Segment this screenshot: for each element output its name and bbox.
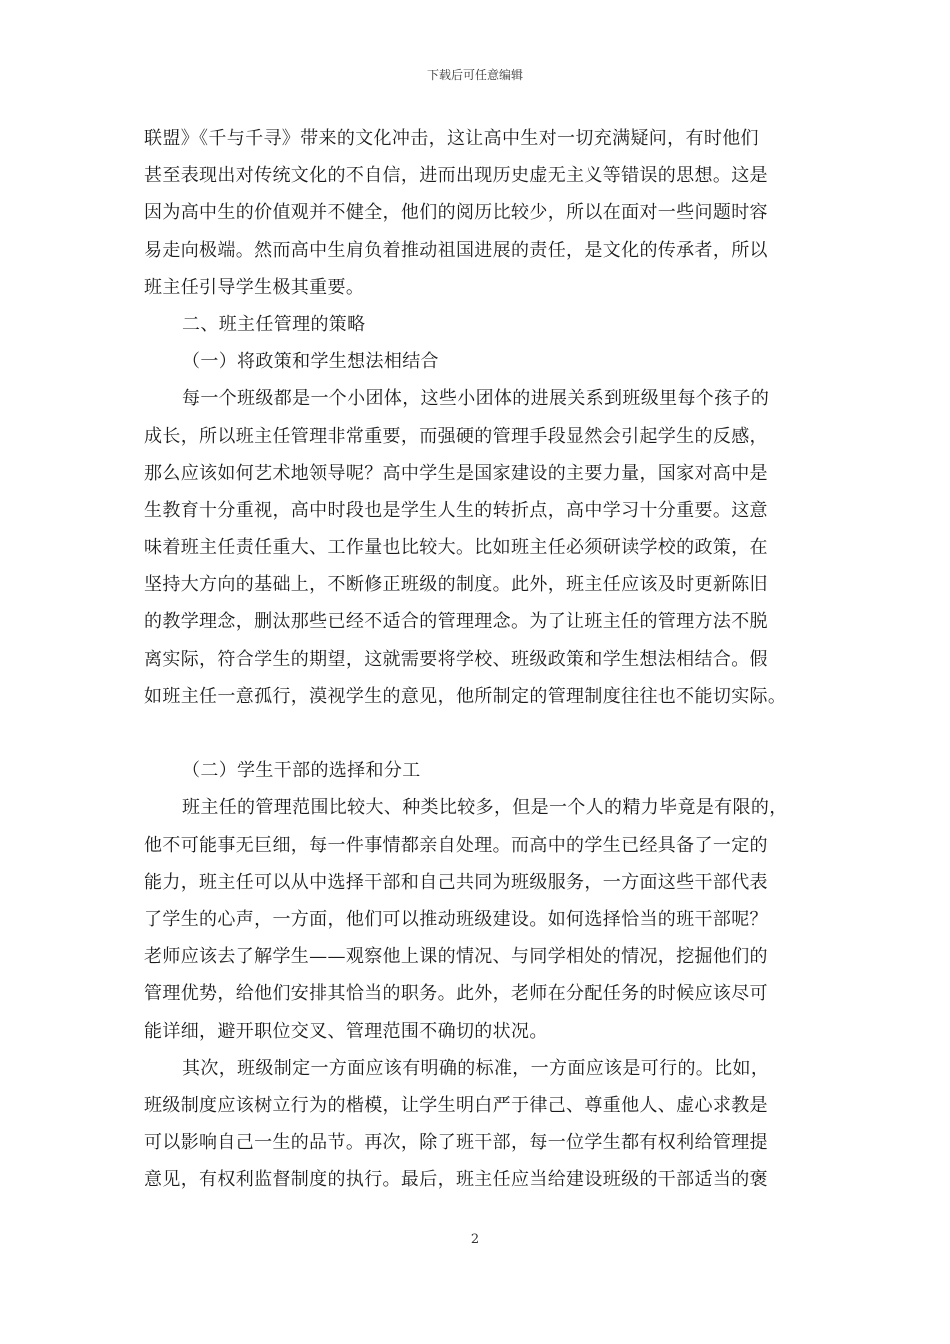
paragraph-line: 可以影响自己一生的品节。再次，除了班干部，每一位学生都有权利给管理提 [144, 1132, 768, 1154]
paragraph-line: 意见，有权利监督制度的执行。最后，班主任应当给建设班级的干部适当的褒 [144, 1169, 768, 1191]
paragraph-line: 甚至表现出对传统文化的不自信，进而出现历史虚无主义等错误的思想。这是 [144, 165, 768, 187]
paragraph-line: 每一个班级都是一个小团体，这些小团体的进展关系到班级里每个孩子的 [182, 388, 770, 410]
section-heading: （一）将政策和学生想法相结合 [182, 351, 439, 373]
paragraph-line: 联盟》《千与千寻》带来的文化冲击，这让高中生对一切充满疑问，有时他们 [144, 128, 759, 149]
paragraph-line: 老师应该去了解学生——观察他上课的情况、与同学相处的情况，挖掘他们的 [144, 946, 768, 968]
paragraph-line: 味着班主任责任重大、工作量也比较大。比如班主任必须研读学校的政策，在 [144, 537, 768, 559]
page-header: 下载后可任意编辑 [426, 68, 523, 82]
paragraph-line: 能力，班主任可以从中选择干部和自己共同为班级服务，一方面这些干部代表 [144, 871, 768, 893]
paragraph-line: 坚持大方向的基础上，不断修正班级的制度。此外，班主任应该及时更新陈旧 [144, 574, 768, 596]
paragraph-line: 的教学理念，删汰那些已经不适合的管理理念。为了让班主任的管理方法不脱 [144, 611, 768, 633]
paragraph-line: 如班主任一意孤行，漠视学生的意见，他所制定的管理制度往往也不能切实际。 [144, 685, 787, 707]
paragraph-line: 班级制度应该树立行为的楷模，让学生明白严于律己、尊重他人、虚心求教是 [144, 1094, 768, 1116]
paragraph-line: 班主任引导学生极其重要。 [144, 276, 365, 298]
document-body [144, 120, 824, 1198]
paragraph-line: 成长，所以班主任管理非常重要，而强硬的管理手段显然会引起学生的反感， [144, 425, 768, 447]
paragraph-line: 易走向极端。然而高中生肩负着推动祖国进展的责任，是文化的传承者，所以 [144, 239, 768, 261]
paragraph [144, 380, 824, 715]
paragraph-line: 了学生的心声，一方面，他们可以推动班级建设。如何选择恰当的班干部呢？ [144, 908, 768, 930]
paragraph-line: 生教育十分重视，高中时段也是学生人生的转折点，高中学习十分重要。这意 [144, 499, 768, 521]
section-heading: （二）学生干部的选择和分工 [182, 760, 421, 782]
paragraph [144, 1050, 824, 1199]
paragraph [144, 789, 824, 1049]
paragraph [144, 120, 824, 306]
paragraph-line: 他不可能事无巨细，每一件事情都亲自处理。而高中的学生已经具备了一定的 [144, 834, 768, 856]
paragraph-line: 其次，班级制定一方面应该有明确的标准，一方面应该是可行的。比如， [182, 1057, 770, 1079]
paragraph-line: 那么应该如何艺术地领导呢？高中学生是国家建设的主要力量，国家对高中是 [144, 462, 768, 484]
page-number: 2 [470, 1232, 480, 1247]
paragraph-line: 离实际，符合学生的期望，这就需要将学校、班级政策和学生想法相结合。假 [144, 648, 768, 670]
paragraph-line: 因为高中生的价值观并不健全，他们的阅历比较少，所以在面对一些问题时容 [144, 202, 768, 224]
paragraph-line: 管理优势，给他们安排其恰当的职务。此外，老师在分配任务的时候应该尽可 [144, 983, 768, 1005]
paragraph-line: 班主任的管理范围比较大、种类比较多，但是一个人的精力毕竟是有限的， [182, 797, 788, 819]
blank-line [144, 715, 824, 752]
paragraph-line: 能详细，避开职位交叉、管理范围不确切的状况。 [144, 1020, 548, 1042]
section-heading: 二、班主任管理的策略 [182, 313, 366, 335]
